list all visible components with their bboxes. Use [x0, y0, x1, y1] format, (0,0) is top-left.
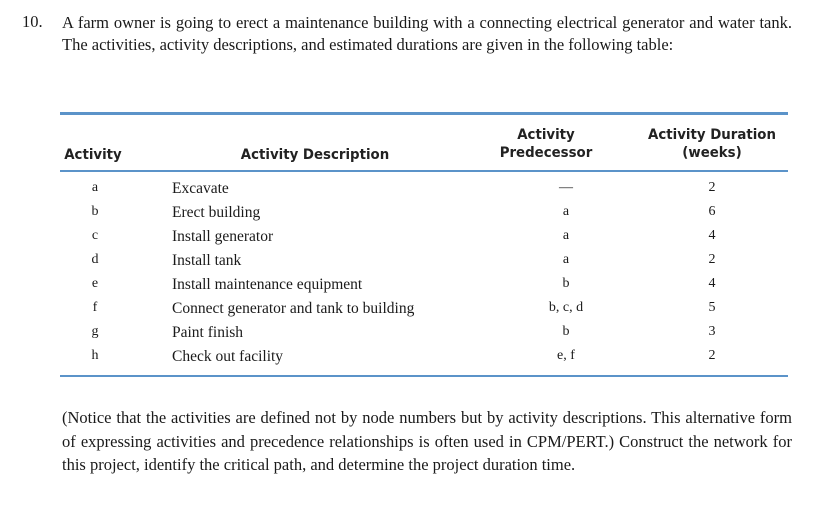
problem-intro: A farm owner is going to erect a maintenance building with a connecting electrical generator and water tank. The activities, activity descriptions, and estimated durations are given in the following table: [62, 13, 792, 54]
cell-activity: g [91, 324, 99, 339]
cell-predecessor: — [559, 180, 573, 195]
cell-description: Install generator [172, 228, 274, 245]
table-row [60, 276, 788, 300]
cell-predecessor: a [562, 252, 570, 267]
header-description: Activity Description [240, 147, 390, 163]
table-row [60, 348, 788, 372]
cell-predecessor: b [562, 276, 570, 291]
cell-activity: d [91, 252, 99, 267]
cell-predecessor: b [562, 324, 570, 339]
table-bottom-rule [60, 375, 788, 377]
header-predecessor-line1: Activity [517, 127, 575, 143]
table-row [60, 324, 788, 348]
cell-duration: 4 [708, 228, 716, 243]
cell-activity: f [92, 300, 98, 315]
cell-description: Paint finish [172, 324, 244, 341]
cell-description: Check out facility [172, 348, 284, 365]
cell-predecessor: e, f [557, 348, 575, 363]
cell-duration: 2 [708, 180, 716, 195]
cell-predecessor: a [562, 204, 570, 219]
cell-activity: b [91, 204, 99, 219]
header-activity: Activity [64, 147, 122, 163]
cell-duration: 4 [708, 276, 716, 291]
table-row [60, 228, 788, 252]
table-row [60, 180, 788, 204]
cell-duration: 3 [708, 324, 716, 339]
cell-description: Install tank [172, 252, 242, 269]
cell-duration: 6 [708, 204, 716, 219]
table-row [60, 204, 788, 228]
cell-predecessor: b, c, d [548, 300, 584, 315]
cell-activity: c [91, 228, 99, 243]
cell-duration: 2 [708, 252, 716, 267]
cell-activity: a [91, 180, 99, 195]
header-predecessor-line2: Predecessor [499, 145, 593, 161]
header-duration-line1: Activity Duration [648, 127, 776, 143]
cell-activity: h [91, 348, 99, 363]
cell-activity: e [91, 276, 99, 291]
header-predecessor [491, 126, 601, 162]
table-row [60, 252, 788, 276]
cell-duration: 2 [708, 348, 716, 363]
cell-description: Excavate [172, 180, 229, 197]
table-row [60, 300, 788, 324]
cell-description: Erect building [172, 204, 261, 221]
table-header-rule [60, 170, 788, 172]
cell-predecessor: a [562, 228, 570, 243]
cell-description: Install maintenance equipment [172, 276, 363, 293]
problem-outro: (Notice that the activities are defined not by node numbers but by activity descriptions. This alternative form of expressing activities and precedence relationships is often used in CPM/PERT.) Construct the network for this project, identify the critical path, and determine the project duration time. [62, 408, 792, 474]
header-duration [638, 126, 785, 162]
problem-number: 10. [22, 12, 43, 31]
cell-duration: 5 [708, 300, 716, 315]
table-top-rule [60, 112, 788, 115]
header-duration-line2: (weeks) [682, 145, 742, 161]
cell-description: Connect generator and tank to building [172, 300, 415, 317]
